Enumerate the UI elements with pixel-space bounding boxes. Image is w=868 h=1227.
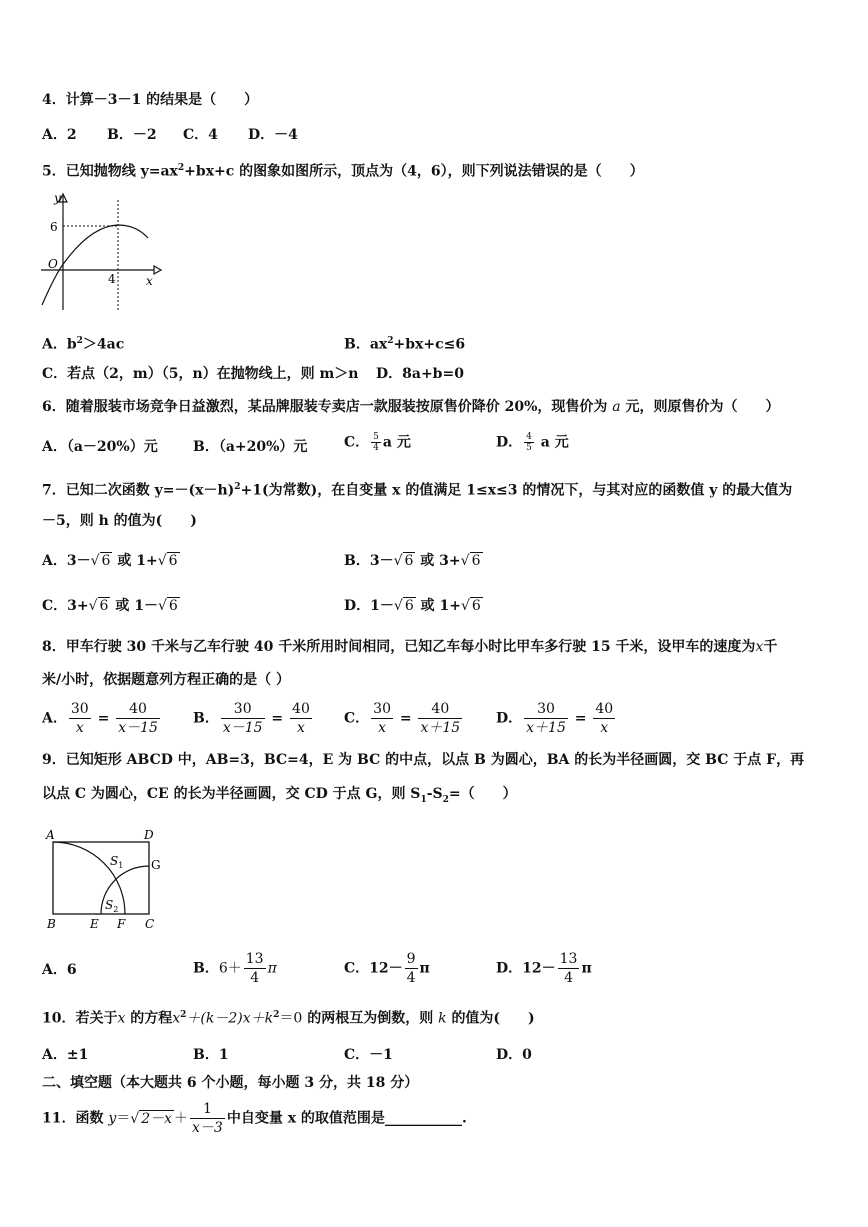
q9-label-c: C xyxy=(145,917,155,931)
q9-label-s1: $S_1$ xyxy=(110,854,124,870)
q9-label-d: D xyxy=(144,828,154,842)
q5-parabola-curve xyxy=(42,225,148,305)
q5-option-c: C．若点（2，m）（5，n）在抛物线上，则 m＞n xyxy=(42,366,359,382)
q5-y-tick-label: 6 xyxy=(50,220,58,234)
q9-option-c: C．12－ $\frac{9}{4}$ π xyxy=(344,951,430,986)
q7-stem-line2: －5，则 h 的值为( ) xyxy=(42,513,197,529)
q6-option-b: B．（a+20%）元 xyxy=(193,439,308,455)
q7-stem-line1: 7．已知二次函数 $y=-(x-h)^2+1$(为常数)，在自变量 x 的值满足 1≤x≤3 的情况下，与其对应的函数值 y 的最大值为 xyxy=(42,482,793,499)
q10-option-b: B．1 xyxy=(193,1047,229,1063)
q11-answer-blank[interactable]: ___________ xyxy=(384,1110,462,1127)
q4-stem: 4．计算－3－1 的结果是（ ） xyxy=(42,92,259,108)
q9-option-a: A．6 xyxy=(42,962,77,978)
q10-option-c: C．－1 xyxy=(344,1047,393,1063)
q5-stem: 5．已知抛物线 $y=ax^2+bx+c$ 的图象如图所示，顶点为（4，6），则下列说法错误的是（ ） xyxy=(42,163,644,180)
q5-option-b: B．$ax^2+bx+c\le 6$ xyxy=(344,336,466,353)
q10-stem: 10．若关于x 的方程$x^2+(k-2)x+k^2=0$ 的两根互为倒数，则 k 的值为( ) xyxy=(42,1010,535,1027)
q6-stem: 6．随着服装市场竞争日益激烈，某品牌服装专卖店一款服装按原售价降价 20%，现售价为 a 元，则原售价为（ ） xyxy=(42,399,780,415)
q9-stem-line2: 以点 C 为圆心，CE 的长为半径画圆，交 CD 于点 G，则 $S_1-S_2=$（ ） xyxy=(42,786,517,805)
q9-rectangle-figure xyxy=(40,825,170,935)
q8-option-c: C． $\frac{30}{x}$ = $\frac{40}{x+15}$ xyxy=(344,701,461,736)
q9-label-a: A xyxy=(46,828,55,842)
q5-option-d: D．8a+b=0 xyxy=(376,366,464,382)
q7-option-a: A．3－√ 6 或 1+√ 6 xyxy=(42,553,178,569)
q6-option-c: C． $\frac{5}{4}$ a 元 xyxy=(344,432,411,453)
q5-x-arrow xyxy=(154,266,161,274)
q8-option-d: D． $\frac{30}{x+15}$ = $\frac{40}{x}$ xyxy=(496,701,614,736)
q4-option-d: D．－4 xyxy=(248,127,298,143)
q4-option-c: C．4 xyxy=(183,127,218,143)
q9-label-f: F xyxy=(117,917,126,931)
q10-option-a: A．±1 xyxy=(42,1047,89,1063)
q6-option-c-fraction: $\frac{5}{4}$ xyxy=(373,432,379,453)
q8-stem-line1: 8．甲车行驶 30 千米与乙车行驶 40 千米所用时间相同，已知乙车每小时比甲车多行驶 15 千米，设甲车的速度为x千 xyxy=(42,639,778,655)
q9-label-b: B xyxy=(47,917,56,931)
q9-arc-b xyxy=(53,842,125,914)
q7-option-b: B．3－√ 6 或 3+√ 6 xyxy=(344,553,481,569)
q11-stem: 11．函数 y＝√ 2－x ＋ $\frac{1}{x-3}$ 中自变量 x 的取值范围是___________. xyxy=(42,1101,467,1136)
q5-origin-label: O xyxy=(48,257,58,271)
q6-option-a: A．（a－20%）元 xyxy=(42,439,158,455)
q8-stem-line2: 米/小时，依据题意列方程正确的是（ ） xyxy=(42,672,290,688)
q5-x-label: x xyxy=(146,274,153,288)
q9-option-b: B．6＋ $\frac{13}{4}$ π xyxy=(193,951,277,986)
q4-option-a: A．2 xyxy=(42,127,77,143)
q9-option-d: D．12－ $\frac{13}{4}$ π xyxy=(496,951,592,986)
q5-y-label: y xyxy=(54,191,61,205)
q8-option-a: A． $\frac{30}{x}$ = $\frac{40}{x-15}$ xyxy=(42,701,158,736)
q5-option-a: A．$b^2>4ac$ xyxy=(42,336,125,353)
q5-x-tick-label: 4 xyxy=(108,272,116,286)
q6-option-d: D． $\frac{4}{5}$ a 元 xyxy=(496,432,569,453)
q9-label-e: E xyxy=(90,917,99,931)
section-2-heading: 二、填空题（本大题共 6 个小题，每小题 3 分，共 18 分） xyxy=(42,1075,419,1091)
q9-stem-line1: 9．已知矩形 ABCD 中，AB=3，BC=4，E 为 BC 的中点，以点 B 为圆心，BA 的长为半径画圆，交 BC 于点 F，再 xyxy=(42,752,805,768)
q9-label-s2: $S_2$ xyxy=(105,898,119,914)
q4-option-b: B．－2 xyxy=(107,127,157,143)
q7-option-c: C．3+√ 6 或 1－√ 6 xyxy=(42,598,178,614)
q8-option-b: B． $\frac{30}{x-15}$ = $\frac{40}{x}$ xyxy=(193,701,310,736)
q9-rectangle xyxy=(53,842,149,914)
q6-option-d-fraction: $\frac{4}{5}$ xyxy=(526,432,532,453)
q5-parabola-figure xyxy=(36,188,166,313)
q9-label-g: G xyxy=(151,858,161,872)
q10-option-d: D．0 xyxy=(496,1047,532,1063)
q7-option-d: D．1－√ 6 或 1+√ 6 xyxy=(344,598,481,614)
